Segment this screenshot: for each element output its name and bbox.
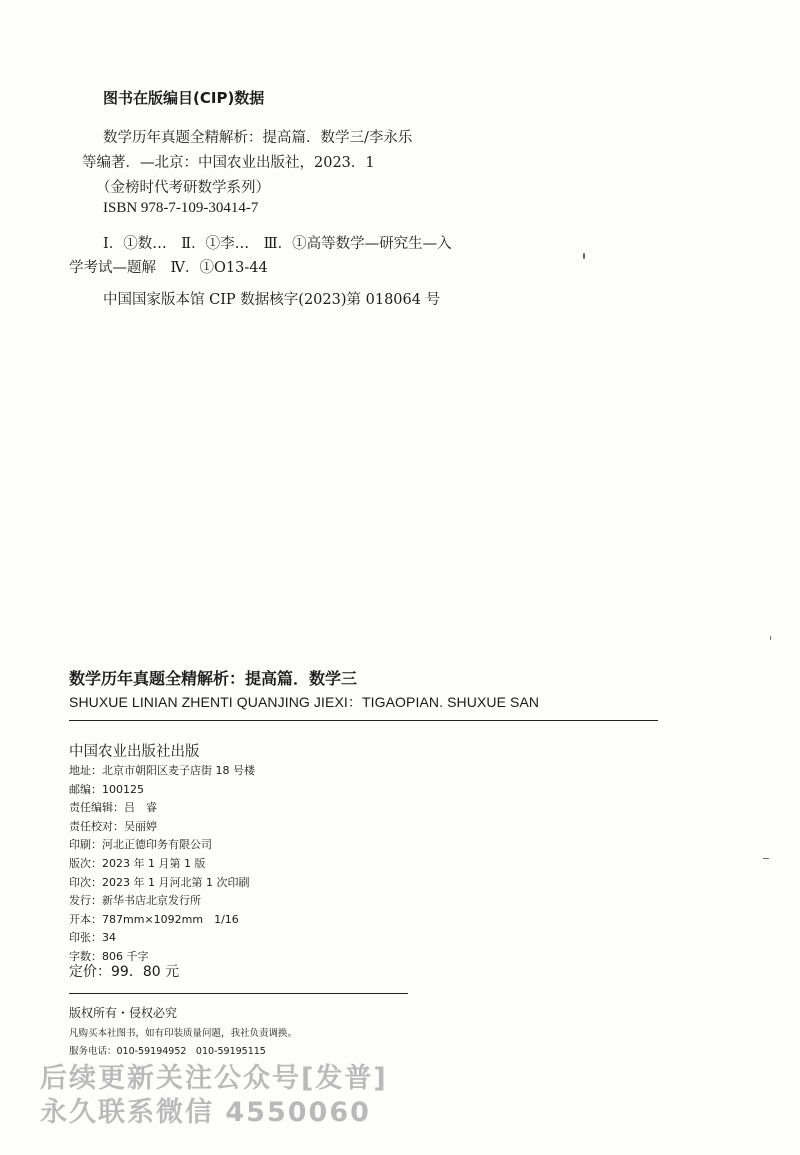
watermark-line-1: 后续更新关注公众号[发普] bbox=[40, 1063, 388, 1094]
scan-speck bbox=[583, 253, 585, 259]
scan-speck bbox=[770, 636, 771, 640]
detail-editor: 责任编辑：吕 睿 bbox=[69, 801, 157, 815]
price: 定价：99．80 元 bbox=[69, 964, 180, 980]
scan-speck bbox=[763, 858, 769, 859]
detail-printing: 印次：2023 年 1 月河北第 1 次印刷 bbox=[69, 875, 250, 889]
book-title-pinyin: SHUXUE LINIAN ZHENTI QUANJING JIEXI：TIGAOPIAN. SHUXUE SAN bbox=[69, 694, 540, 710]
service-phone: 服务电话：010-59194952 010-59195115 bbox=[69, 1046, 266, 1057]
detail-printer: 印刷：河北正德印务有限公司 bbox=[69, 838, 212, 852]
cip-classification-line-2: 学考试—题解 Ⅳ．①O13-44 bbox=[69, 260, 268, 276]
cip-heading: 图书在版编目(CIP)数据 bbox=[103, 89, 265, 107]
detail-word-count: 字数：806 千字 bbox=[69, 949, 149, 963]
detail-proofreader: 责任校对：吴丽婷 bbox=[69, 819, 157, 833]
cip-publisher-line: 等编著．—北京：中国农业出版社，2023．1 bbox=[82, 155, 375, 171]
detail-sheets: 印张：34 bbox=[69, 931, 116, 945]
colophon-details bbox=[69, 762, 255, 967]
publisher-name: 中国农业出版社出版 bbox=[69, 744, 200, 760]
quality-notice: 凡购买本社图书，如有印装质量问题，我社负责调换。 bbox=[69, 1028, 298, 1039]
divider-short bbox=[69, 993, 408, 994]
detail-distributor: 发行：新华书店北京发行所 bbox=[69, 894, 201, 908]
book-title: 数学历年真题全精解析：提高篇．数学三 bbox=[69, 669, 358, 688]
detail-address: 地址：北京市朝阳区麦子店街 18 号楼 bbox=[69, 764, 255, 777]
cip-isbn-line: ISBN 978-7-109-30414-7 bbox=[103, 200, 259, 216]
cip-series-line: （金榜时代考研数学系列） bbox=[96, 180, 270, 196]
detail-format: 开本：787mm×1092mm 1/16 bbox=[69, 912, 239, 926]
copyright-notice: 版权所有・侵权必究 bbox=[69, 1006, 178, 1020]
cip-title-line: 数学历年真题全精解析：提高篇．数学三/李永乐 bbox=[103, 130, 413, 146]
cip-classification-line-1: Ⅰ．①数… Ⅱ．①李… Ⅲ．①高等数学—研究生—入 bbox=[103, 236, 452, 252]
detail-postcode: 邮编：100125 bbox=[69, 782, 144, 796]
divider-long bbox=[69, 720, 658, 721]
watermark-line-2: 永久联系微信 4550060 bbox=[40, 1097, 371, 1128]
detail-edition: 版次：2023 年 1 月第 1 版 bbox=[69, 856, 206, 870]
cip-record-line: 中国国家版本馆 CIP 数据核字(2023)第 018064 号 bbox=[103, 292, 441, 308]
